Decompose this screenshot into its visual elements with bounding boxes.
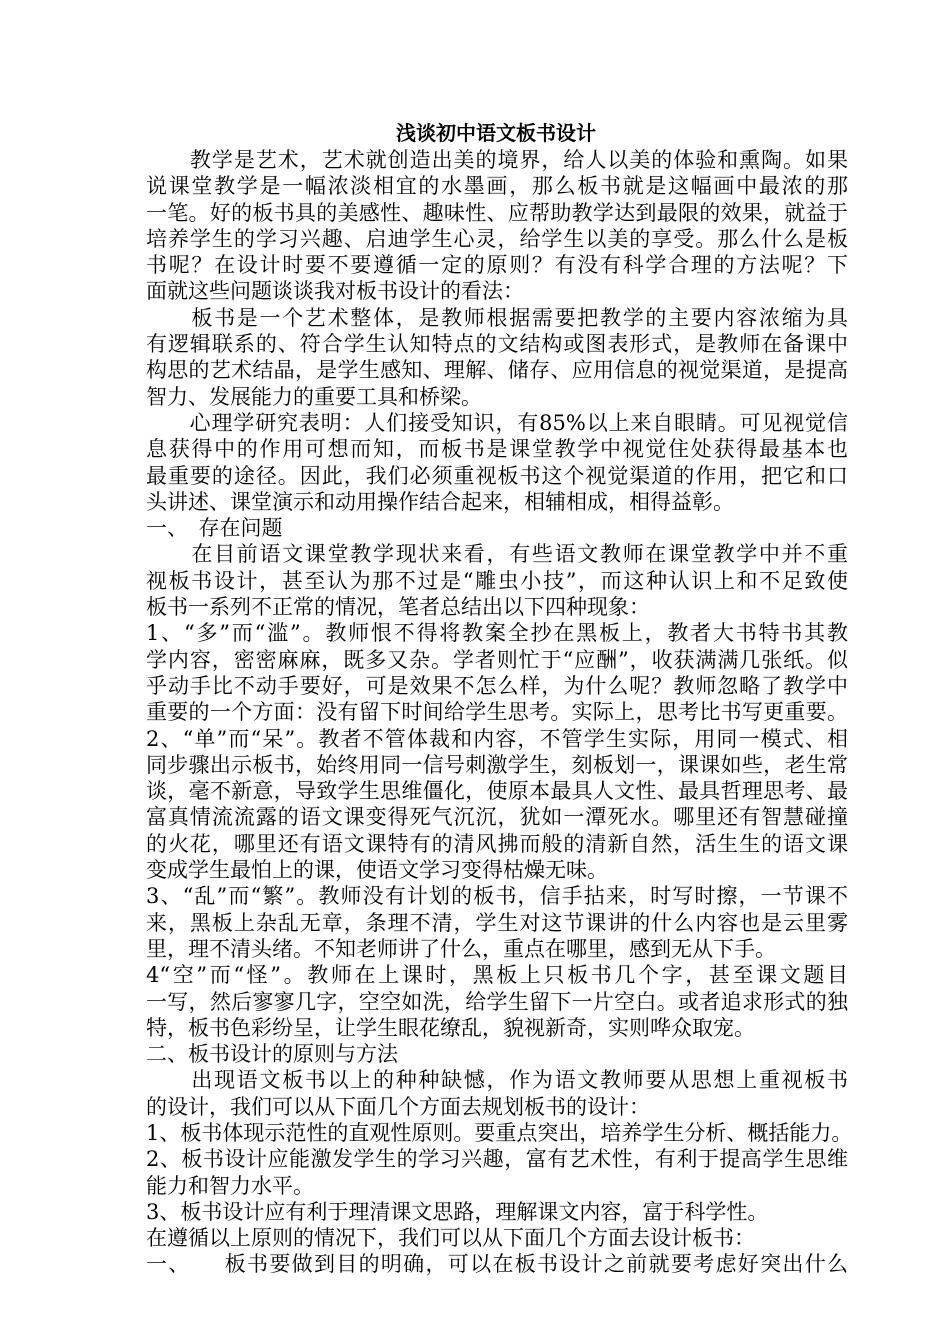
text-line: 视板书设计，甚至认为那不过是“雕虫小技”，而这种认识上和不足致使 xyxy=(146,568,848,593)
text-line: 书呢？在设计时要不要遵循一定的原则？有没有科学合理的方法呢？下 xyxy=(146,253,848,278)
text-line: 4“空”而“怪”。教师在上课时，黑板上只板书几个字，甚至课文题目 xyxy=(146,963,848,988)
text-line: 面就这些问题谈谈我对板书设计的看法： xyxy=(146,279,524,304)
text-line: 一、 板书要做到目的明确，可以在板书设计之前就要考虑好突出什么 xyxy=(146,1252,848,1277)
document-body xyxy=(146,147,853,1278)
text-line: 最重要的途径。因此，我们必须重视板书这个视觉渠道的作用，把它和口 xyxy=(146,463,848,488)
text-line: 说课堂教学是一幅浓淡相宜的水墨画，那么板书就是这幅画中最浓的那 xyxy=(146,174,848,199)
text-line: 教学是艺术，艺术就创造出美的境界，给人以美的体验和熏陶。如果 xyxy=(146,148,848,172)
text-line: 来，黑板上杂乱无章，条理不清，学生对这节课讲的什么内容也是云里雾 xyxy=(146,910,848,935)
text-line: 的火花，哪里还有语文课特有的清风拂而般的清新自然，活生生的语文课 xyxy=(146,831,848,856)
text-line: 在遵循以上原则的情况下，我们可以从下面几个方面去设计板书： xyxy=(146,1226,755,1251)
text-line: 2、板书设计应能激发学生的学习兴趣，富有艺术性，有利于提高学生思维 xyxy=(146,1147,848,1172)
text-line: 心理学研究表明：人们接受知识，有85%以上来自眼睛。可见视觉信 xyxy=(146,410,848,435)
text-line: 3、“乱”而“繁”。教师没有计划的板书，信手拈来，时写时擦，一节课不 xyxy=(146,884,848,909)
text-line: 乎动手比不动手要好，可是效果不怎么样，为什么呢？教师忽略了教学中 xyxy=(146,673,848,698)
text-line: 板书是一个艺术整体，是教师根据需要把教学的主要内容浓缩为具 xyxy=(146,305,848,330)
text-line: 培养学生的学习兴趣、启迪学生心灵，给学生以美的享受。那么什么是板 xyxy=(146,226,848,251)
text-line: 3、板书设计应有利于理清课文思路，理解课文内容，富于科学性。 xyxy=(146,1199,769,1224)
text-line: 一写，然后寥寥几字，空空如洗，给学生留下一片空白。或者追求形式的独 xyxy=(146,989,848,1014)
text-line: 1、“多”而“滥”。教师恨不得将教案全抄在黑板上，教者大书特书其教 xyxy=(146,621,848,646)
text-line: 有逻辑联系的、符合学生认知特点的文结构或图表形式，是教师在备课中 xyxy=(146,332,848,357)
text-line: 特，板书色彩纷呈，让学生眼花缭乱，貌视新奇，实则哗众取宠。 xyxy=(146,1015,755,1040)
text-line: 在目前语文课堂教学现状来看，有些语文教师在课堂教学中并不重 xyxy=(146,542,848,567)
text-line: 变成学生最怕上的课，使语文学习变得枯燥无味。 xyxy=(146,858,608,883)
text-line: 学内容，密密麻麻，既多又杂。学者则忙于“应酬”，收获满满几张纸。似 xyxy=(146,647,848,672)
text-line: 一、 存在问题 xyxy=(146,516,283,541)
text-line: 二、板书设计的原则与方法 xyxy=(146,1042,398,1067)
text-line: 板书一系列不正常的情况，笔者总结出以下四种现象： xyxy=(146,595,650,620)
text-line: 的设计，我们可以从下面几个方面去规划板书的设计： xyxy=(146,1094,650,1119)
text-line: 2、“单”而“呆”。教者不管体裁和内容，不管学生实际，用同一模式、相 xyxy=(146,726,848,751)
text-line: 谈，毫不新意，导致学生思维僵化，使原本最具人文性、最具哲理思考、最 xyxy=(146,779,848,804)
text-line: 头讲述、课堂演示和动用操作结合起来，相辅相成，相得益彰。 xyxy=(146,489,734,514)
text-line: 同步骤出示板书，始终用同一信号刺激学生，刻板划一，课课如些，老生常 xyxy=(146,752,848,777)
text-line: 出现语文板书以上的种种缺憾，作为语文教师要从思想上重视板书 xyxy=(146,1068,848,1093)
text-line: 重要的一个方面：没有留下时间给学生思考。实际上，思考比书写更重要。 xyxy=(146,700,848,725)
text-line: 一笔。好的板书具的美感性、趣味性、应帮助教学达到最限的效果，就益于 xyxy=(146,200,848,225)
text-line: 富真情流流露的语文课变得死气沉沉，犹如一潭死水。哪里还有智慧碰撞 xyxy=(146,805,848,830)
text-line: 里，理不清头绪。不知老师讲了什么，重点在哪里，感到无从下手。 xyxy=(146,936,776,961)
text-line: 1、板书体现示范性的直观性原则。要重点突出，培养学生分析、概括能力。 xyxy=(146,1120,853,1145)
text-line: 构思的艺术结晶，是学生感知、理解、储存、应用信息的视觉渠道，是提高 xyxy=(146,358,848,383)
text-line: 息获得中的作用可想而知，而板书是课堂教学中视觉住处获得最基本也 xyxy=(146,437,848,462)
text-line: 智力、发展能力的重要工具和桥梁。 xyxy=(146,384,482,409)
document-title: 浅谈初中语文板书设计 xyxy=(396,121,596,145)
text-line: 能力和智力水平。 xyxy=(146,1173,314,1198)
